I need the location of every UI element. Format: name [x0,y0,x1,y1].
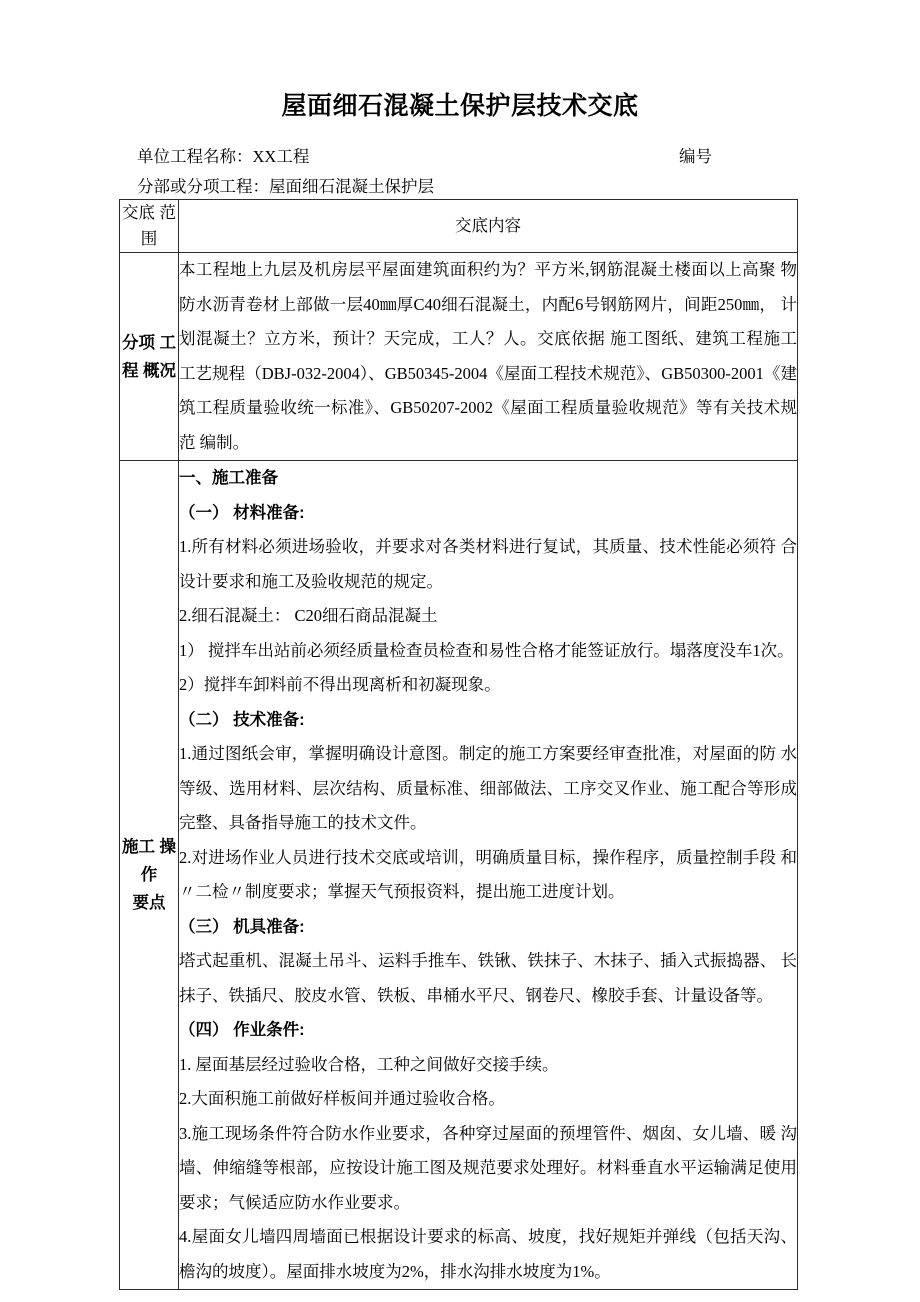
row-label-line-2: 程 概况 [121,361,177,380]
body-paragraph: 2.大面积施工前做好样板间并通过验收合格。 [179,1089,505,1108]
body-paragraph: 1.通过图纸会审，掌握明确设计意图。制定的施工方案要经审查批准，对屋面的防 水等级、选用材料、层次结构、质量标准、细部做法、工序交叉作业、施工配合等形成 完整、具备指导施工的技术文件。 [179,744,797,832]
document-code-label: 编号 [679,147,712,166]
unit-project-name: 单位工程名称：XX工程 [137,147,310,166]
body-paragraph: 2.细石混凝土： C20细石商品混凝土 [179,606,438,625]
subsection-heading: （三） 机具准备: [179,917,305,936]
row-label-project-overview [120,253,179,461]
overview-paragraph: 本工程地上九层及机房层平屋面建筑面积约为？平方米,钢筋混凝土楼面以上高聚 物防水沥青卷材上部做一层40㎜厚C40细石混凝土，内配6号钢筋网片，间距250㎜， 计划混凝土？立方米，预计？天完成，工人？人。交底依据 施工图纸、建筑工程施工 工艺规程（DBJ-032-2004）、GB50345-2004《屋面工程技术规范》、GB50300-2001《建 筑工程质量验收统一标准》、GB50207-2002《屋面工程质量验收规范》等有关技术规范 编制。 [179,260,797,452]
scope-header-line-2: 围 [140,230,158,248]
subsection-heading: （四） 作业条件: [179,1021,305,1039]
column-header-content: 交底内容 [179,200,798,253]
row-label-line-1: 分项 工 [121,333,177,352]
page-title: 屋面细石混凝土保护层技术交底 [281,92,639,120]
row-content-project-overview [179,253,798,461]
column-header-scope [120,200,179,253]
body-paragraph: 2）搅拌车卸料前不得出现离析和初凝现象。 [179,675,501,694]
body-paragraph: 1. 屋面基层经过验收合格，工种之间做好交接手续。 [179,1054,559,1074]
scope-header-line-1: 交底 范 [121,204,177,222]
table-row [120,461,798,1290]
subsection-heading: （二） 技术准备: [179,710,305,729]
body-paragraph: 3.施工现场条件符合防水作业要求，各种穿过屋面的预埋管件、烟囱、女儿墙、暖 沟墙、伸缩缝等根部，应按设计施工图及规范要求处理好。材料垂直水平运输满足使用 要求；气候适应防水作业要求。 [179,1123,797,1212]
sub-project-name: 分部或分项工程：屋面细石混凝土保护层 [137,177,434,196]
disclosure-table [119,199,798,1290]
construction-points-blocks [179,461,797,1289]
row-content-construction-points [179,461,798,1290]
row-label-line-2: 作 [140,866,158,884]
row-label-line-3: 要点 [132,894,166,912]
row-label-construction-points [120,461,179,1290]
section-heading: 一、施工准备 [179,469,278,487]
subsection-heading: （一） 材料准备: [179,503,305,522]
row-label-line-1: 施工 操 [121,838,177,856]
body-paragraph: 2.对进场作业人员进行技术交底或培训，明确质量目标，操作程序，质量控制手段 和〃二检〃制度要求；掌握天气预报资料，提出施工进度计划。 [179,847,797,901]
body-paragraph: 1） 搅拌车出站前必须经质量检查员检查和易性合格才能签证放行。塌落度没车1次。 [179,640,794,660]
table-header-row [120,200,798,253]
body-paragraph: 塔式起重机、混凝土吊斗、运料手推车、铁锹、铁抹子、木抹子、插入式振捣器、 长抹子、铁插尺、胶皮水管、铁板、串桶水平尺、钢卷尺、橡胶手套、计量设备等。 [179,951,797,1005]
table-row [120,253,798,461]
body-paragraph: 4.屋面女儿墙四周墙面已根据设计要求的标高、坡度，找好规矩并弹线（包括天沟、檐沟的坡度）。屋面排水坡度为2%，排水沟排水坡度为1%。 [179,1227,797,1281]
body-paragraph: 1.所有材料必须进场验收，并要求对各类材料进行复试，其质量、技术性能必须符 合设计要求和施工及验收规范的规定。 [179,537,797,591]
